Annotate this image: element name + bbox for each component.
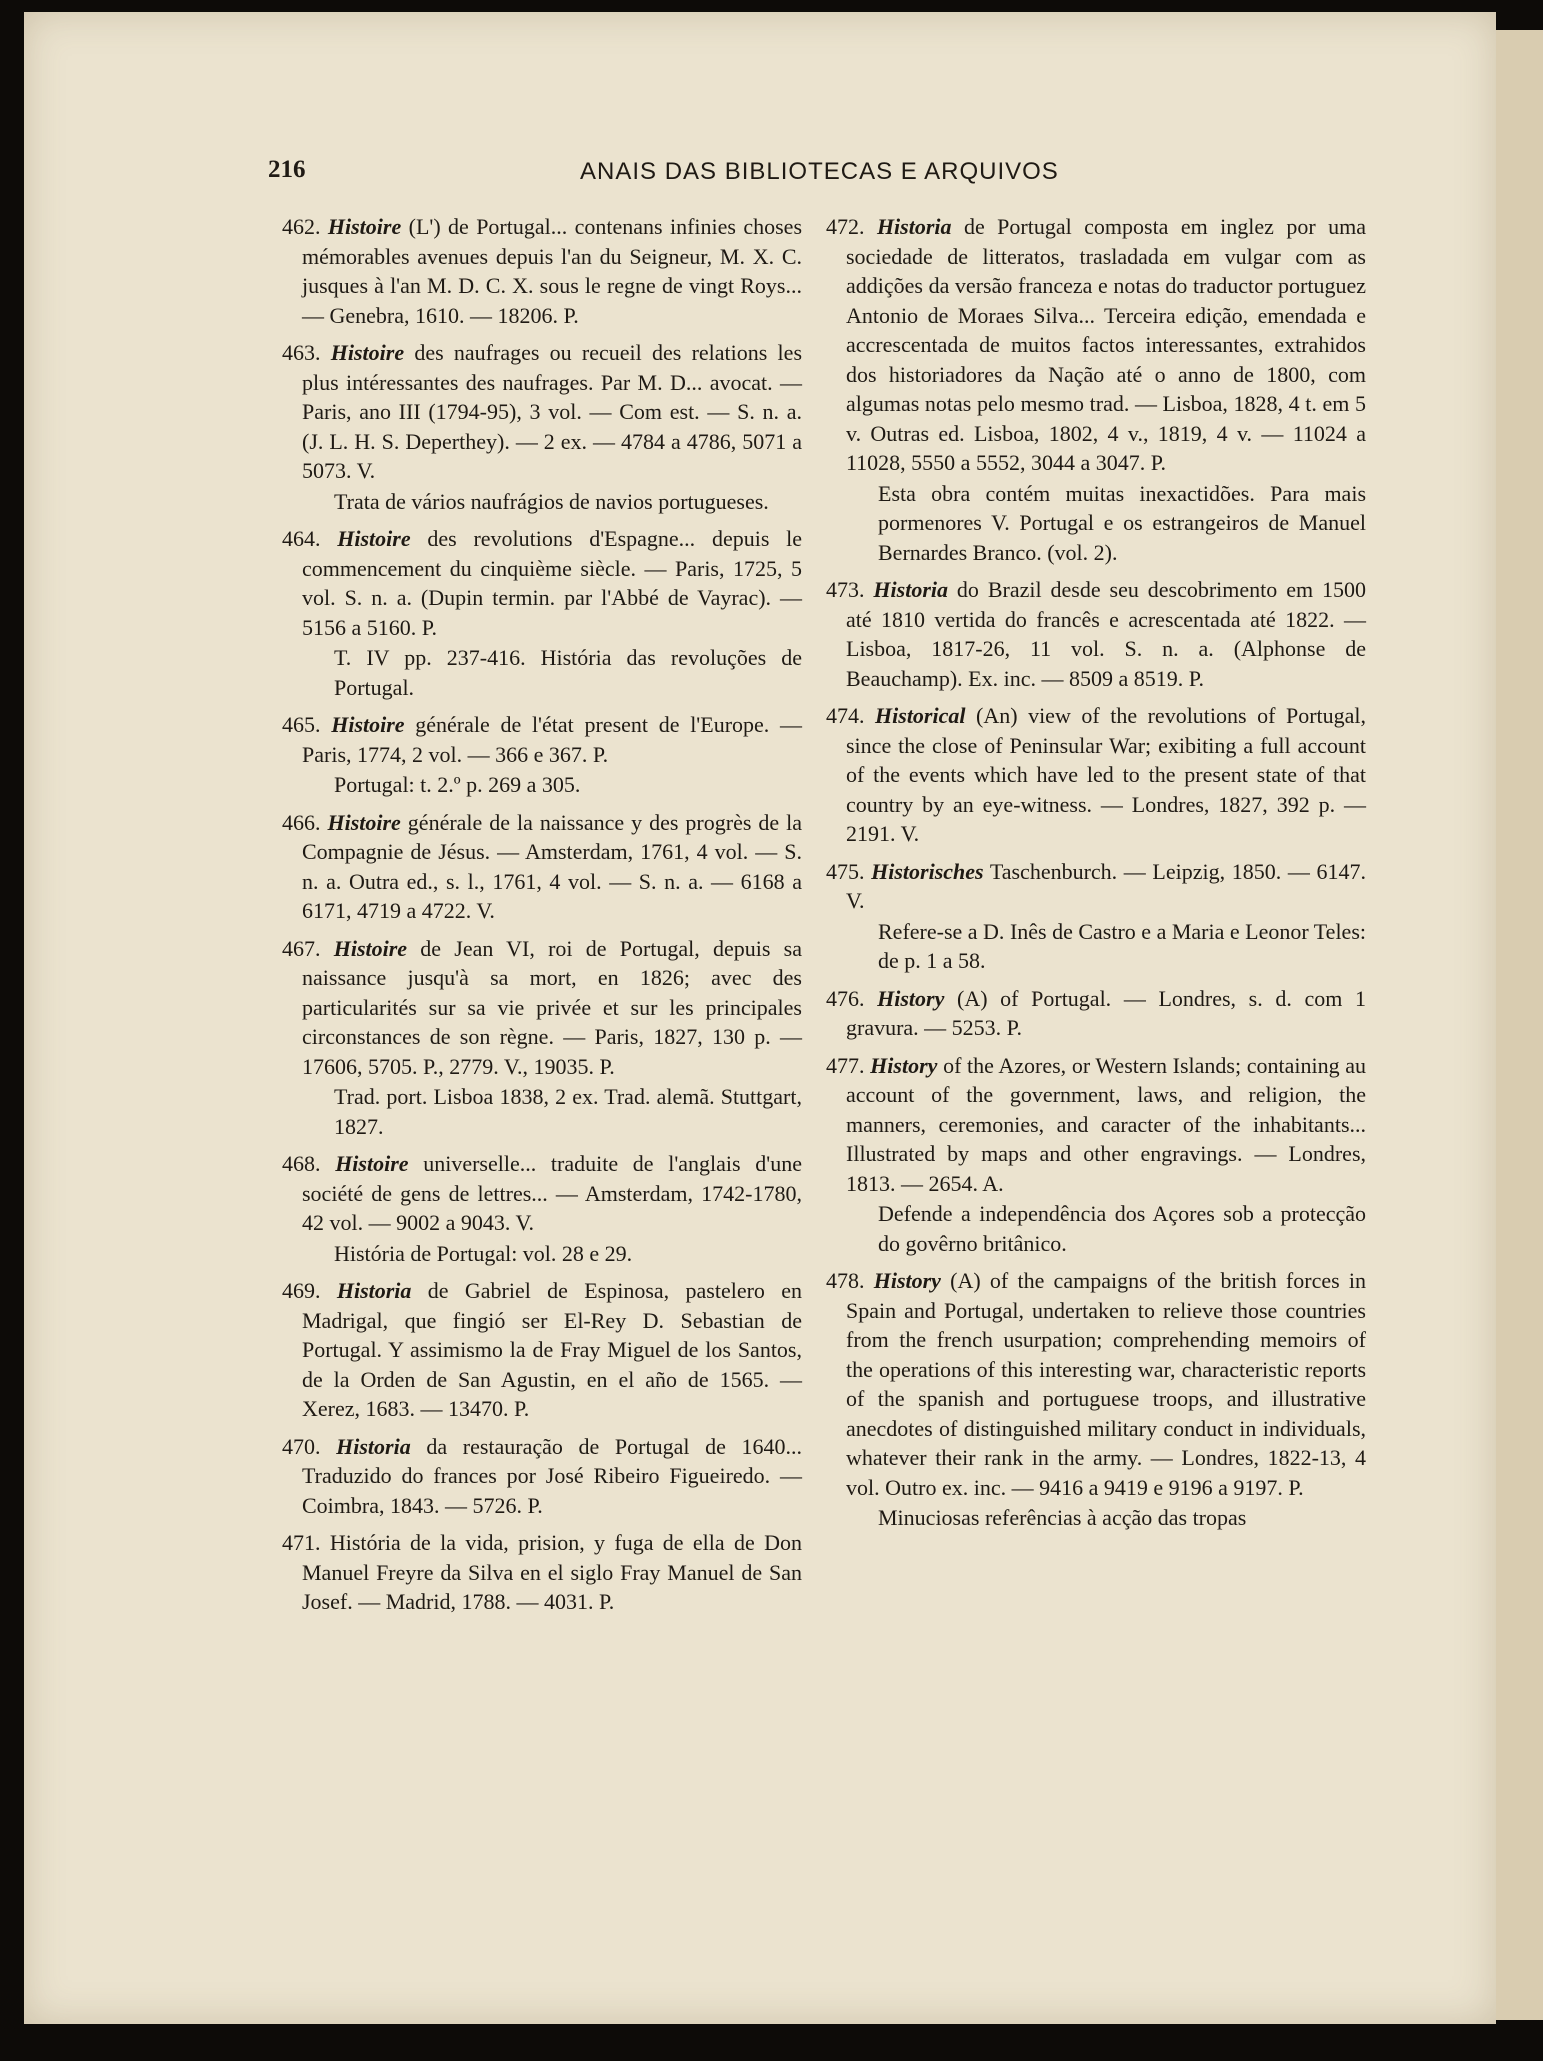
page-edge — [1496, 30, 1543, 2020]
entry-keyword: Histoire — [333, 935, 408, 961]
entry-text: da restauração de Portugal de 1640... Traduzido do frances por José Ribeiro Figueiredo. — Coimbra, 1843. — 5726. P. — [302, 1433, 803, 1518]
entry-number: 474. — [826, 703, 865, 728]
entry-keyword: Historia — [336, 1278, 412, 1303]
catalog-entry — [282, 1528, 802, 1617]
entry-note: Minuciosas referências à acção das tropas — [878, 1505, 1247, 1530]
entry-number: 478. — [826, 1268, 865, 1293]
running-title: ANAIS DAS BIBLIOTECAS E ARQUIVOS — [580, 158, 1059, 185]
entry-number: 463. — [282, 340, 321, 365]
catalog-entry — [826, 1051, 1366, 1259]
entry-keyword: Historical — [875, 703, 966, 728]
entry-keyword: Historia — [873, 577, 948, 602]
entry-number: 470. — [282, 1433, 321, 1459]
entry-note: História de Portugal: vol. 28 e 29. — [334, 1240, 633, 1266]
catalog-entry — [282, 710, 802, 800]
catalog-entry — [282, 1432, 802, 1521]
entry-number: 473. — [826, 577, 865, 602]
entry-text: de Jean VI, roi de Portugal, depuis sa naissance jusqu'à sa mort, en 1826; avec des particularités sur sa vie privée et sur les principales circonstances de son règne. — Paris, 1827, 130 p. — 17606, 5705. P., 2779. V., 19035. P. — [302, 935, 802, 1079]
entry-note: Trata de vários naufrágios de navios portugueses. — [334, 488, 769, 514]
catalog-entry — [282, 338, 802, 516]
catalog-entry — [282, 808, 802, 926]
entry-text: Taschenburch. — Leipzig, 1850. — 6147. V. — [846, 858, 1366, 913]
left-column — [282, 212, 802, 1625]
entry-keyword: Historisches — [871, 858, 984, 884]
entry-text: História de la vida, prision, y fuga de ella de Don Manuel Freyre da Silva en el siglo Fray Manuel de San Josef. — Madrid, 1788. — 4031. P. — [302, 1530, 802, 1614]
entry-text: (L') de Portugal... contenans infinies choses mémorables avenues depuis l'an du Seigneur, M. X. C. jusques à l'an M. D. C. X. sous le regne de vingt Roys... — Genebra, 1610. — 18206. P. — [302, 214, 803, 328]
entry-text: do Brazil desde seu descobrimento em 1500 até 1810 vertida do francês e acrescentada até 1822. — Lisboa, 1817-26, 11 vol. S. n. a. (Alphonse de Beauchamp). Ex. inc. — 8509 a 8519. P. — [846, 577, 1366, 691]
entry-text: de Portugal composta em inglez por uma sociedade de litteratos, trasladada em vulgar com as addições da versão franceza e notas do traductor portuguez Antonio de Moraes Silva... Terceira edição, emendada e accrescentada de muitos factos interessantes, extrahidos dos historiadores da Nação até o anno de 1800, com algumas notas pelo mesmo trad. — Lisboa, 1828, 4 t. em 5 v. Outras ed. Lisboa, 1802, 4 v., 1819, 4 v. — 11024 a 11028, 5550 a 5552, 3044 a 3047. P. — [846, 214, 1367, 475]
entry-text: (An) view of the revolutions of Portugal, since the close of Peninsular War; exibiting a full account of the events which have led to the present state of that country by an eye-witness. — Londres, 1827, 392 p. — 2191. V. — [846, 703, 1367, 846]
entry-number: 471. — [282, 1530, 321, 1555]
entry-keyword: Historia — [336, 1433, 411, 1459]
catalog-entry — [282, 1276, 802, 1424]
entry-text: (A) of the campaigns of the british forces in Spain and Portugal, undertaken to relieve those countries from the french usurpation; comprehending memoirs of the operations of this interesting war, characteristic reports of the spanish and portuguese troops, and illustrative anecdotes of distinguished military conduct in individuals, whatever their rank in the army. — Londres, 1822-13, 4 vol. Outro ex. inc. — 9416 a 9419 e 9196 a 9197. P. — [846, 1268, 1367, 1500]
entry-note: Esta obra contém muitas inexactidões. Para mais pormenores V. Portugal e os estrangeiros de Manuel Bernardes Branco. (vol. 2). — [878, 480, 1366, 565]
entry-note: Trad. port. Lisboa 1838, 2 ex. Trad. alemã. Stuttgart, 1827. — [334, 1084, 802, 1139]
catalog-entry — [826, 1266, 1366, 1533]
entry-keyword: History — [873, 1268, 941, 1293]
right-column — [826, 212, 1366, 1541]
entry-note: Portugal: t. 2.º p. 269 a 305. — [334, 772, 581, 797]
entry-number: 472. — [826, 214, 865, 239]
entry-text: de Gabriel de Espinosa, pastelero en Madrigal, que fingió ser El-Rey D. Sebastian de Portugal. Y assimismo la de Fray Miguel de los Santos, de la Orden de San Agustin, en el año de 1565. — Xerez, 1683. — 13470. P. — [302, 1278, 803, 1421]
entry-keyword: Histoire — [335, 1151, 409, 1176]
entry-keyword: Histoire — [331, 712, 405, 737]
entry-number: 465. — [282, 712, 321, 737]
entry-note: Refere-se a D. Inês de Castro e a Maria e Leonor Teles: de p. 1 a 58. — [878, 918, 1366, 973]
entry-number: 462. — [282, 214, 321, 239]
entry-keyword: History — [870, 1052, 938, 1078]
entry-note: T. IV pp. 237-416. História das revoluções de Portugal. — [334, 645, 802, 700]
catalog-entry — [282, 212, 802, 330]
entry-keyword: Historia — [876, 214, 952, 239]
catalog-entry — [826, 575, 1366, 693]
entry-text: générale de la naissance y des progrès de la Compagnie de Jésus. — Amsterdam, 1761, 4 vol. — S. n. a. Outra ed., s. l., 1761, 4 vol. — S. n. a. — 6168 a 6171, 4719 a 4722. V. — [302, 809, 802, 923]
entry-text: of the Azores, or Western Islands; containing au account of the government, laws, and religion, the manners, ceremonies, and caracter of the inhabitants... Illustrated by maps and other engravings. — Londres, 1813. — 2654. A. — [846, 1052, 1367, 1196]
entry-number: 476. — [826, 985, 865, 1011]
entry-text: universelle... traduite de l'anglais d'une société de gens de lettres... — Amsterdam, 1742-1780, 42 vol. — 9002 a 9043. V. — [302, 1151, 802, 1235]
page-header — [268, 156, 1378, 196]
page-number: 216 — [268, 156, 306, 183]
catalog-entry — [826, 212, 1366, 567]
catalog-entry — [282, 524, 802, 702]
catalog-entry — [826, 701, 1366, 849]
entry-keyword: Histoire — [327, 809, 401, 835]
entry-keyword: Histoire — [337, 526, 411, 551]
entry-keyword: Histoire — [330, 340, 405, 365]
entry-keyword: History — [877, 985, 945, 1011]
entry-number: 475. — [826, 858, 865, 884]
entry-number: 468. — [282, 1151, 321, 1176]
entry-text: des naufrages ou recueil des relations les plus intéressantes des naufrages. Par M. D... avocat. — Paris, ano III (1794-95), 3 vol. — Com est. — S. n. a. (J. L. H. S. Deperthey). — 2 ex. — 4784 a 4786, 5071 a 5073. V. — [302, 340, 802, 483]
catalog-entry — [282, 934, 802, 1142]
entry-text: générale de l'état present de l'Europe. — Paris, 1774, 2 vol. — 366 e 367. P. — [302, 712, 803, 767]
entry-number: 464. — [282, 526, 321, 551]
entry-note: Defende a independência dos Açores sob a protecção do govêrno britânico. — [878, 1201, 1366, 1256]
catalog-entry — [282, 1149, 802, 1268]
entry-text: (A) of Portugal. — Londres, s. d. com 1 gravura. — 5253. P. — [846, 985, 1367, 1040]
entry-text: des revolutions d'Espagne... depuis le commencement du cinquième siècle. — Paris, 1725, 5 vol. S. n. a. (Dupin termin. par l'Abbé de Vayrac). — 5156 a 5160. P. — [302, 526, 803, 640]
entry-keyword: Histoire — [327, 214, 402, 239]
entry-number: 466. — [282, 809, 321, 835]
entry-number: 467. — [282, 935, 321, 961]
catalog-entry — [826, 857, 1366, 976]
entry-number: 477. — [826, 1052, 865, 1078]
entry-number: 469. — [282, 1278, 321, 1303]
catalog-entry — [826, 984, 1366, 1043]
